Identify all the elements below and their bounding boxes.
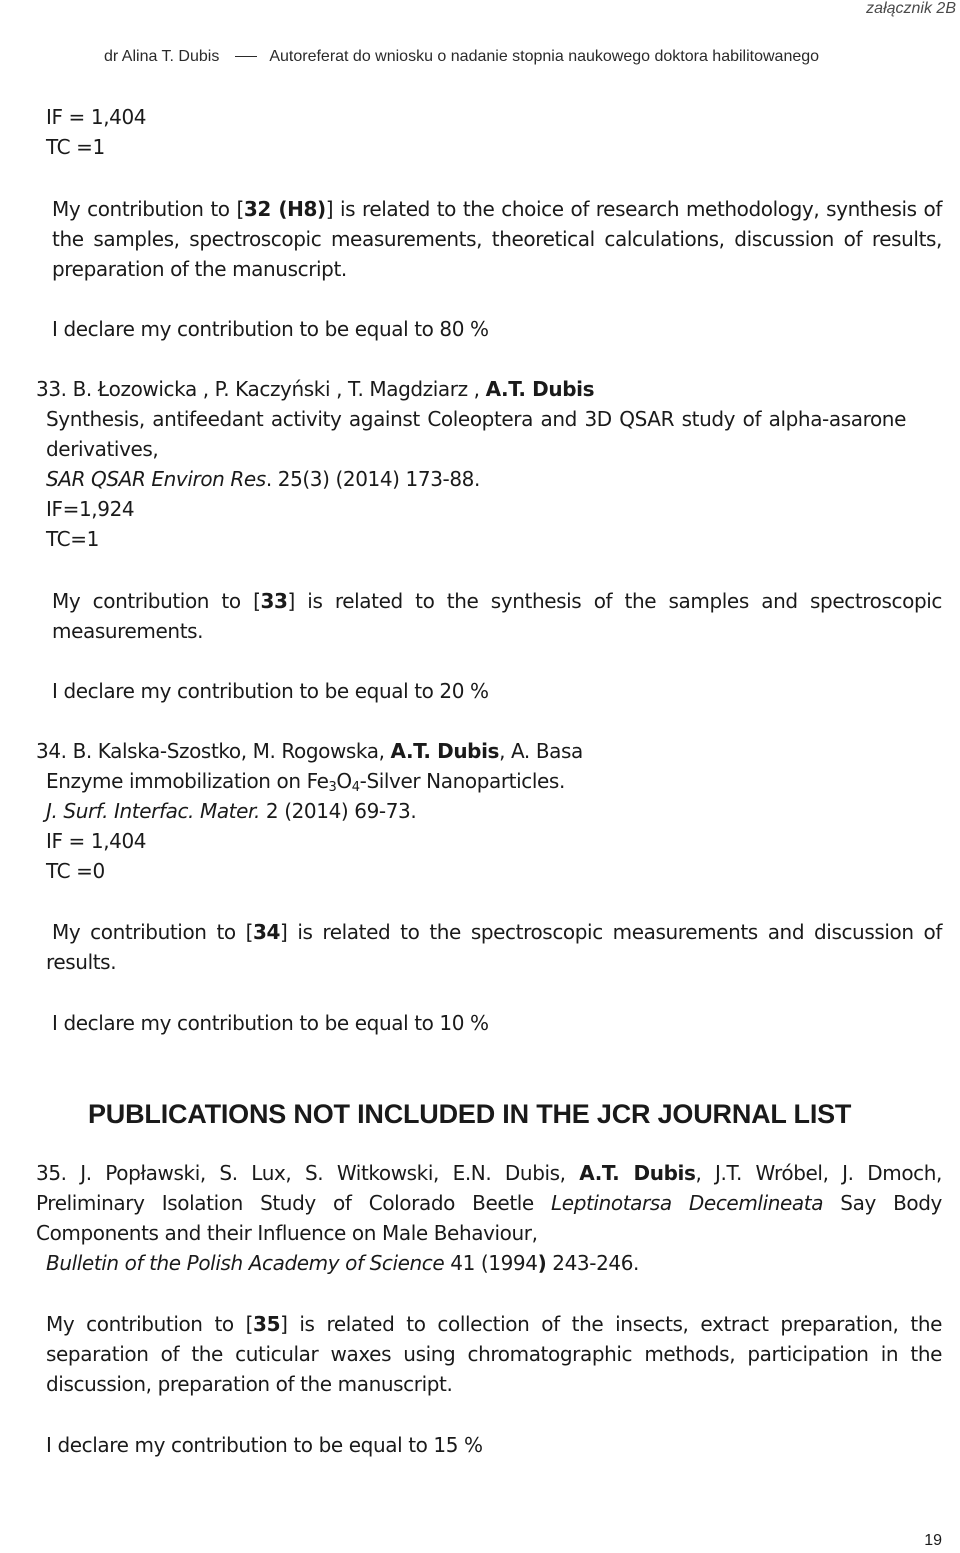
author-highlight: A.T. Dubis [579, 1161, 696, 1185]
author-highlight: A.T. Dubis [390, 739, 500, 763]
section-heading: PUBLICATIONS NOT INCLUDED IN THE JCR JOURNAL LIST [88, 1099, 852, 1129]
citation: 243-246. [546, 1251, 640, 1275]
contrib-ref: 35 [253, 1312, 281, 1336]
citation-bold: ) [537, 1251, 547, 1275]
pub34-title [46, 766, 565, 796]
citation: . 25(3) (2014) 173-88. [265, 467, 480, 491]
pub32-tc: TC =1 [46, 135, 105, 159]
contrib-prefix: My contribution to [ [52, 197, 244, 221]
pub32-if: IF = 1,404 [46, 105, 147, 129]
pub32-contribution [52, 194, 942, 284]
pub33-declaration: I declare my contribution to be equal to 20 % [52, 679, 489, 703]
page-number: 19 [924, 1532, 942, 1549]
pub32-declaration: I declare my contribution to be equal to 80 % [52, 317, 489, 341]
pub35-contribution [46, 1309, 942, 1399]
pub34-if: IF = 1,404 [46, 829, 147, 853]
annex-label: załącznik 2B [866, 0, 956, 17]
journal-name: J. Surf. Interfac. Mater. [46, 799, 260, 823]
pub35-declaration: I declare my contribution to be equal to 15 % [46, 1433, 483, 1457]
pub34-contribution [46, 917, 942, 977]
contrib-ref: 34 [253, 920, 281, 944]
header-author: dr Alina T. Dubis [104, 48, 220, 65]
title-part: -Silver Nanoparticles. [359, 769, 565, 793]
contrib-prefix: My contribution to [ [46, 1312, 254, 1336]
header-dash [235, 56, 257, 57]
pub33-contribution [52, 586, 942, 646]
pub33-title: Synthesis, antifeedant activity against Coleoptera and 3D QSAR study of alpha-asarone derivatives, [46, 407, 906, 461]
authors: 34. B. Kalska-Szostko, M. Rogowska, [36, 739, 391, 763]
pub33-if: IF=1,924 [46, 497, 135, 521]
title-rest: Say Body Components and their Influence on Male Behaviour, [36, 1191, 942, 1245]
contrib-text: ] is related to the synthesis of the samples and spectroscopic measurements. [52, 589, 942, 643]
contrib-ref: 33 [260, 589, 288, 613]
title-part: O [336, 769, 352, 793]
authors-tail: , A. Basa [499, 739, 583, 763]
pub33-authors [36, 374, 594, 404]
journal-name: SAR QSAR Environ Res [46, 467, 266, 491]
citation: 2 (2014) 69-73. [259, 799, 417, 823]
journal-name: Bulletin of the Polish Academy of Science [46, 1251, 445, 1275]
pub33-tc: TC=1 [46, 527, 99, 551]
pub34-authors [36, 736, 583, 766]
author-highlight: A.T. Dubis [485, 377, 595, 401]
species-name: Leptinotarsa Decemlineata [551, 1191, 824, 1215]
authors: 35. J. Popławski, S. Lux, S. Witkowski, E.N. Dubis, [36, 1161, 580, 1185]
contrib-text: ] is related to collection of the insects, extract preparation, the separation of the cuticular waxes using chromatographic methods, participation in the discussion, preparation of the manuscript. [46, 1312, 943, 1396]
pub35-reference [36, 1158, 942, 1248]
authors: 33. B. Łozowicka , P. Kaczyński , T. Magdziarz , [36, 377, 486, 401]
title-part: Enzyme immobilization on Fe [46, 769, 329, 793]
citation: 41 (1994 [444, 1251, 538, 1275]
pub34-citation [46, 796, 416, 826]
contrib-prefix: My contribution to [ [52, 920, 253, 944]
subscript: 3 [328, 780, 337, 795]
contrib-prefix: My contribution to [ [52, 589, 261, 613]
pub34-tc: TC =0 [46, 859, 105, 883]
running-header [104, 48, 819, 66]
header-title: Autoreferat do wniosku o nadanie stopnia naukowego doktora habilitowanego [269, 48, 820, 65]
subscript: 4 [351, 780, 360, 795]
contrib-ref: 32 (H8) [243, 197, 326, 221]
authors-and-title: , J.T. Wróbel, J. Dmoch, Preliminary Isolation Study of Colorado Beetle [36, 1161, 942, 1215]
pub34-declaration: I declare my contribution to be equal to 10 % [52, 1011, 489, 1035]
contrib-text: ] is related to the choice of research methodology, synthesis of the samples, spectroscopic measurements, theoretical calculations, discussion of results, preparation of the manuscript. [52, 197, 942, 281]
pub33-citation [46, 464, 480, 494]
pub35-citation [46, 1248, 639, 1278]
contrib-text: ] is related to the spectroscopic measurements and discussion of results. [46, 920, 942, 974]
